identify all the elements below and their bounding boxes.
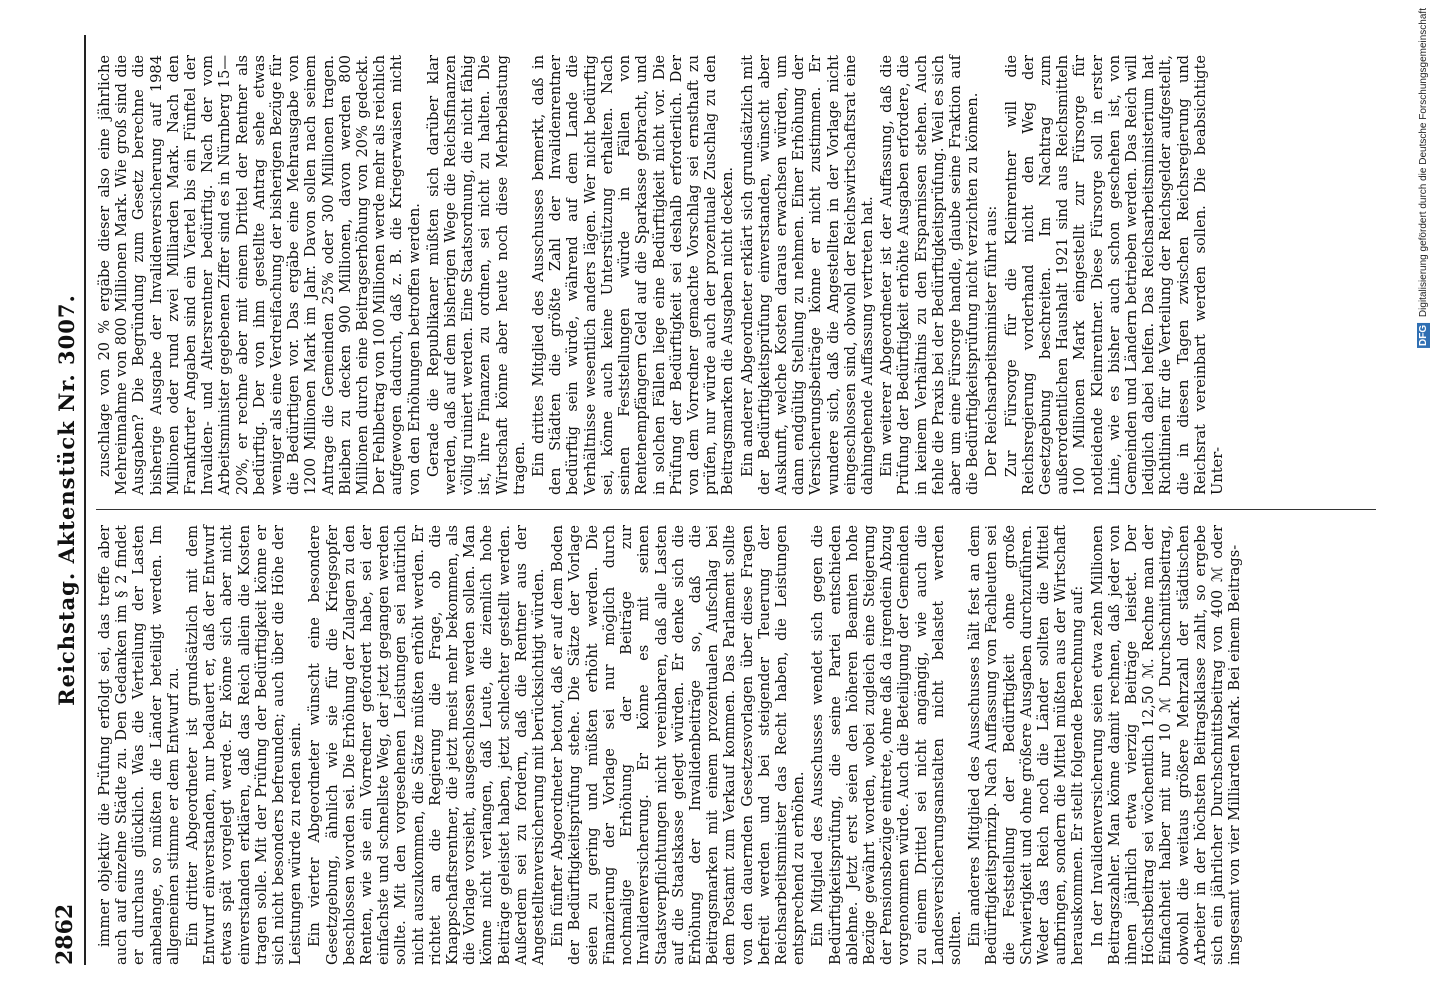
paragraph: Ein anderer Abgeordneter erklärt sich grundsätzlich mit der Bedürftigkeitsprüfung einverstanden, wünscht aber Auskunft, welche Kosten daraus erwachsen würden, um dann endgültig Stellung zu nehmen. Einer Erhöhung der Versicherungsbeiträge könne er nicht zustimmen. Er wundere sich, daß die Angestellten in der Vorlage nicht eingeschlossen sind, obwohl der Reichswirtschaftsrat eine dahingehende Auffassung vertreten hat.	[738, 55, 876, 495]
paragraph: Ein Mitglied des Ausschusses wendet sich gegen die Bedürftigkeitsprüfung, die seine Partei entschieden ablehne. Jetzt erst seien den höheren Beamten hohe Bezüge gewährt worden, wobei zugleich eine Steigerung der Pensionsbezüge eintrete, ohne daß da irgendein Abzug vorgenommen würde. Auch die Beteiligung der Gemeinden zu einem Drittel sei nicht angängig, wie auch die Landesversicherungsanstalten nicht belastet werden sollten.	[809, 525, 964, 965]
rotated-document	[50, 35, 1390, 965]
paragraph: zuschlage von 20 % ergäbe dieser also eine jährliche Mehreinnahme von 800 Millionen Mark. Wie groß sind die Ausgaben? Die Begründung zum Gesetz berechne die bisherige Ausgabe der Invalidenversicherung auf 1984 Millionen oder rund zwei Milliarden Mark. Nach den Frankfurter Angaben sind ein Viertel bis ein Fünftel der Invaliden- und Altersrentner bedürftig. Nach der vom Arbeitsminister gegebenen Ziffer sind es in Nürnberg 15—20%, er rechne aber mit einem Drittel der Rentner als bedürftig. Der von ihm gestellte Antrag sehe etwas weniger als eine Verdreifachung der bisherigen Bezüge für die Bedürftigen vor. Das ergäbe eine Mehrausgabe von 1200 Millionen Mark im Jahr. Davon sollen nach seinem Antrage die Gemeinden 25% oder 300 Millionen tragen. Bleiben zu decken 900 Millionen, davon werden 800 Millionen durch eine Beitragserhöhung von 20% gedeckt. Der Fehlbetrag von 100 Millionen werde mehr als reichlich aufgewogen dadurch, daß z. B. die Kriegerwaisen nicht von den Erhöhungen betroffen werden.	[96, 55, 423, 495]
paragraph: Ein drittes Mitglied des Ausschusses bemerkt, daß in den Städten die größte Zahl der Invalidenrentner bedürftig sein würde, während auf dem Lande die Verhältnisse wesentlich anders lägen. Wer nicht bedürftig sei, könne auch keine Unterstützung erhalten. Nach seinen Feststellungen würde in Fällen von Rentenempfängern Geld auf die Sparkasse gebracht, und in solchen Fällen liege eine Bedürftigkeit nicht vor. Die Prüfung der Bedürftigkeit sei deshalb erforderlich. Der von dem Vorredner gemachte Vorschlag sei ernsthaft zu prüfen, nur würde auch der prozentuale Zuschlag zu den Beitragsmarken die Ausgaben nicht decken.	[530, 55, 737, 495]
paragraph: Ein vierter Abgeordneter wünscht eine besondere Gesetzgebung, ähnlich wie sie für die Kriegsopfer beschlossen worden sei. Die Erhöhung der Zulagen zu den Renten, wie sie ein Vorredner gefordert habe, sei der einfachste und schnellste Weg, der jetzt gegangen werden sollte. Mit den vorgesehenen Leistungen sei natürlich nicht auszukommen, die Sätze müßten erhöht werden. Er richtet an die Regierung die Frage, ob die Knappschaftsrentner, die jetzt meist mehr bekommen, als die Vorlage vorsieht, ausgeschlossen werden sollen. Man könne nicht verlangen, daß Leute, die ziemlich hohe Beiträge geleistet haben, jetzt schlechter gestellt werden. Außerdem sei zu fordern, daß die Rentner aus der Angestelltenversicherung mit berücksichtigt würden.	[306, 525, 548, 965]
paragraph: immer objektiv die Prüfung erfolgt sei, das treffe aber auch auf einzelne Städte zu. Den Gedanken im § 2 findet er durchaus glücklich. Was die Verteilung der Lasten anbelange, so müßten die Länder beteiligt werden. Im allgemeinen stimme er dem Entwurf zu.	[96, 525, 182, 965]
paragraph: Ein weiterer Abgeordneter ist der Auffassung, daß die Prüfung der Bedürftigkeit erhöhte Ausgaben erfordere, die in keinem Verhältnis zu den Ersparnissen stehen. Auch fehle die Praxis bei der Bedürftigkeitsprüfung. Weil es sich aber um eine Fürsorge handle, glaube seine Fraktion auf die Bedürftigkeitsprüfung nicht verzichten zu können.	[878, 55, 982, 495]
left-column	[96, 525, 1245, 965]
dfg-logo: DFG	[1418, 324, 1429, 346]
page-header	[50, 35, 86, 965]
paragraph: Ein fünfter Abgeordneter betont, daß er auf dem Boden der Bedürftigkeitsprüfung stehe. Die Sätze der Vorlage seien zu gering und müßten erhöht werden. Die Finanzierung der Vorlage sei nur möglich durch nochmalige Erhöhung der Beiträge zur Invalidenversicherung. Er könne es mit seinen Staatsverpflichtungen nicht vereinbaren, daß alle Lasten auf die Staatskasse gelegt würden. Er denke sich die Erhöhung der Invalidenbeiträge so, daß die Beitragsmarken mit einem prozentualen Aufschlag bei dem Postamt zum Verkauf kommen. Das Parlament sollte von den dauernden Gesetzesvorlagen über diese Fragen befreit werden und bei steigender Teuerung der Reichsarbeitsminister das Recht haben, die Leistungen entsprechend zu erhöhen.	[549, 525, 808, 965]
right-column	[96, 55, 1228, 495]
credit-text: Digitalisierung gefördert durch die Deutsche Forschungsgemeinschaft	[1418, 8, 1429, 318]
paragraph: Ein anderes Mitglied des Ausschusses hält fest an dem Bedürftigkeitsprinzip. Nach Auffassung von Fachleuten sei die Feststellung der Bedürftigkeit ohne große Schwierigkeit und ohne größere Ausgaben durchzuführen. Weder das Reich noch die Länder sollten die Mittel aufbringen, sondern die Mittel müßten aus der Wirtschaft herauskommen. Er stellt folgende Berechnung auf:	[966, 525, 1087, 965]
paragraph: In der Invalidenversicherung seien etwa zehn Millionen Beitragszahler. Man könne damit rechnen, daß jeder von ihnen jährlich etwa vierzig Beiträge leistet. Der Höchstbeitrag sei wöchentlich 12,50 ℳ. Rechne man der Einfachheit halber mit nur 10 ℳ Durchschnittsbeitrag, obwohl die weitaus größere Mehrzahl der städtischen Arbeiter in der höchsten Beitragsklasse zahlt, so ergebe sich ein jährlicher Durchschnittsbeitrag von 400 ℳ oder insgesamt von vier Milliarden Mark. Bei einem Beitrags-	[1088, 525, 1244, 965]
paragraph: Zur Fürsorge für die Kleinrentner will die Reichsregierung vorderhand nicht den Weg der Gesetzgebung beschreiten. Im Nachtrag zum außerordentlichen Haushalt 1921 sind aus Reichsmitteln 100 Millionen Mark eingestellt zur Fürsorge für notleidende Kleinrentner. Diese Fürsorge soll in erster Linie, wie es bisher auch schon geschehen ist, von Gemeinden und Ländern betrieben werden. Das Reich will lediglich dabei helfen. Das Reichsarbeitsministerium hat Richtlinien für die Verteilung der Reichsgelder aufgestellt, die in diesen Tagen zwischen Reichsregierung und Reichsrat vereinbart werden sollen. Die beabsichtigte Unter-	[1002, 55, 1226, 495]
paragraph: Gerade die Republikaner müßten sich darüber klar werden, daß auf dem bisherigen Wege die Reichsfinanzen völlig ruiniert werden. Eine Staatsordnung, die nicht fähig ist, ihre Finanzen zu ordnen, sei nicht zu halten. Die Wirtschaft könne aber heute noch diese Mehrbelastung tragen.	[424, 55, 528, 495]
page-number: 2862	[52, 903, 78, 965]
column-divider	[96, 509, 1376, 510]
digitization-credit	[1417, 8, 1430, 348]
paragraph: Ein dritter Abgeordneter ist grundsätzlich mit dem Entwurf einverstanden, nur bedauert er, daß der Entwurf etwas spät vorgelegt werde. Er könne sich aber nicht einverstanden erklären, daß das Reich allein die Kosten tragen solle. Mit der Prüfung der Bedürftigkeit könne er sich nicht besonders befreunden; auch über die Höhe der Leistungen würde zu reden sein.	[184, 525, 305, 965]
page-title: Reichstag. Aktenstück Nr. 3007.	[54, 294, 79, 706]
paragraph: Der Reichsarbeitsminister führt aus:	[983, 205, 1001, 477]
